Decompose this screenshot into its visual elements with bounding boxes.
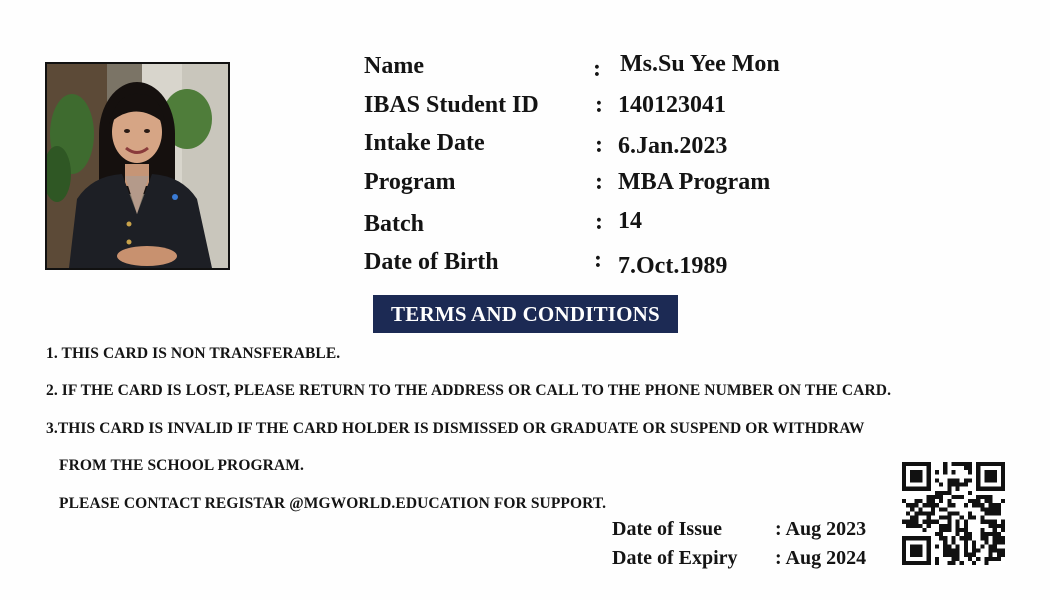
info-row-program <box>0 168 1050 198</box>
expiry-date-label: Date of Expiry <box>612 547 738 569</box>
info-row-intake-date <box>0 129 1050 159</box>
name-colon: : <box>593 56 601 82</box>
term-line-2: 2. IF THE CARD IS LOST, PLEASE RETURN TO THE ADDRESS OR CALL TO THE PHONE NUMBER ON THE CARD. <box>46 382 892 399</box>
term-line-3: 3.THIS CARD IS INVALID IF THE CARD HOLDER IS DISMISSED OR GRADUATE OR SUSPEND OR WITHDRAW <box>46 420 865 437</box>
intake-date-colon: : <box>595 132 603 158</box>
batch-value: 14 <box>618 208 642 234</box>
dob-colon: : <box>594 247 602 273</box>
info-row-student-id <box>0 91 1050 121</box>
program-colon: : <box>595 169 603 195</box>
qr-code-icon <box>902 462 1005 565</box>
issue-date-value: : Aug 2023 <box>775 518 867 540</box>
intake-date-value: 6.Jan.2023 <box>618 133 728 159</box>
terms-heading-banner: TERMS AND CONDITIONS <box>373 295 678 333</box>
term-line-5: PLEASE CONTACT REGISTAR @MGWORLD.EDUCATION FOR SUPPORT. <box>59 495 607 512</box>
dob-label: Date of Birth <box>364 249 499 275</box>
program-label: Program <box>364 169 456 195</box>
intake-date-label: Intake Date <box>364 130 485 156</box>
issue-date-label: Date of Issue <box>612 518 722 540</box>
name-label: Name <box>364 53 424 79</box>
student-id-colon: : <box>595 92 603 118</box>
info-row-name <box>0 52 1050 82</box>
batch-label: Batch <box>364 211 424 237</box>
student-id-value: 140123041 <box>618 92 726 118</box>
expiry-date-value: : Aug 2024 <box>775 547 867 569</box>
info-row-batch <box>0 210 1050 240</box>
term-line-4: FROM THE SCHOOL PROGRAM. <box>59 457 304 474</box>
info-row-date-of-birth <box>0 248 1050 278</box>
term-line-1: 1. THIS CARD IS NON TRANSFERABLE. <box>46 345 341 362</box>
name-value: Ms.Su Yee Mon <box>620 51 780 77</box>
program-value: MBA Program <box>618 169 771 195</box>
dob-value: 7.Oct.1989 <box>618 253 728 279</box>
student-id-label: IBAS Student ID <box>364 92 539 118</box>
batch-colon: : <box>595 209 603 235</box>
